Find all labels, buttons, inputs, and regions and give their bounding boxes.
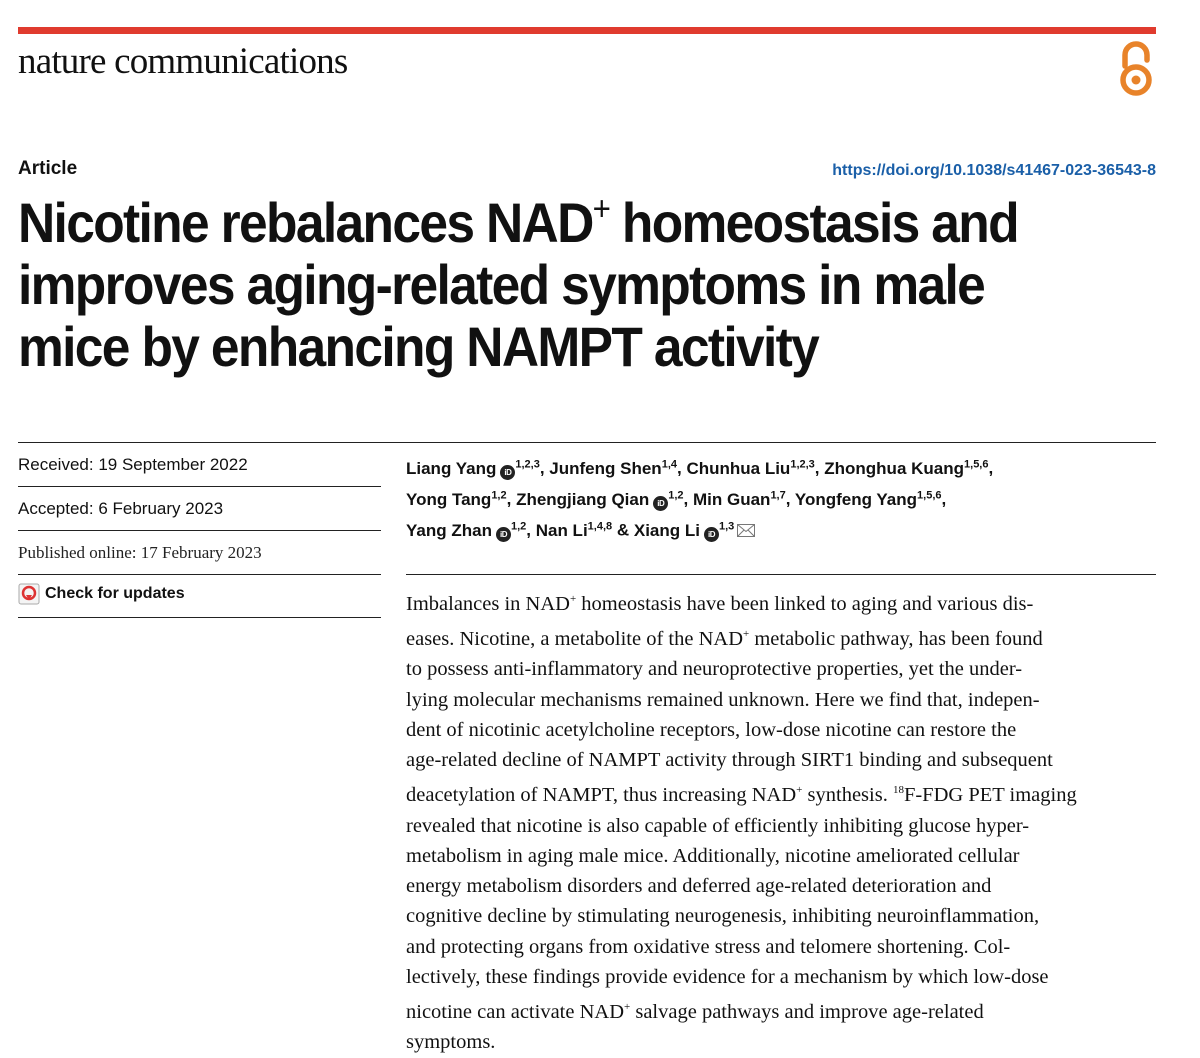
abstract-line: age-related decline of NAMPT activity through SIRT1 binding and subsequent [406,749,1053,772]
author-line: Yang Zhan iD$^{1,2}$, Nan Li$^{1,4,8}$ & Xiang Li iD$^{1,3}$ [406,513,1166,544]
abstract-line: lying molecular mechanisms remained unknown. Here we find that, indepen- [406,688,1040,711]
abstract-line: to possess anti-inflammatory and neuroprotective properties, yet the under- [406,658,1023,681]
author-name[interactable]: Chunhua Liu$^{1,2,3}$ [686,458,815,478]
check-updates-icon [18,583,40,605]
affiliation-marker: 1,2 [668,489,684,502]
accepted-date: Accepted: 6 February 2023 [18,499,224,518]
affiliation-marker: 1,7 [770,489,786,502]
abstract-line: and protecting organs from oxidative stress and telomere shortening. Col- [406,935,1011,958]
affiliation-marker: 1,5,6 [917,489,942,502]
author-name[interactable]: Zhonghua Kuang$^{1,5,6}$ [824,458,989,478]
published-date: Published online: 17 February 2023 [18,543,262,562]
affiliation-marker: 1,2,3 [790,458,815,470]
author-name[interactable]: Zhengjiang Qian iD$^{1,2}$ [516,489,684,509]
article-title [18,192,1085,378]
author-name[interactable]: Xiang Li iD$^{1,3}$ [634,521,755,540]
divider-received [18,486,381,487]
orcid-icon[interactable]: iD [653,496,668,511]
abstract-line: deacetylation of NAMPT, thus increasing NAD+ synthesis. $^{18}$F-FDG PET imaging [406,784,1077,807]
title-line-1: Nicotine rebalances NAD+ homeostasis and [18,190,1018,254]
affiliation-marker: 1,5,6 [964,458,989,470]
affiliation-marker: 1,3 [719,520,735,533]
journal-name[interactable]: nature communications [18,41,348,82]
check-for-updates-button[interactable] [18,582,185,606]
abstract-line: cognitive decline by stimulating neurogenesis, inhibiting neuroinflammation, [406,905,1040,928]
abstract-line: lectively, these findings provide evidence for a mechanism by which low-dose [406,966,1049,989]
divider-check [18,617,381,618]
abstract-line: energy metabolism disorders and deferred age-related deterioration and [406,875,992,898]
email-icon[interactable] [737,518,755,531]
author-name[interactable]: Liang Yang iD$^{1,2,3}$ [406,458,540,478]
abstract-line: metabolism in aging male mice. Additionally, nicotine ameliorated cellular [406,844,1020,867]
journal-accent-bar [18,27,1156,34]
affiliation-marker: 1,2 [491,489,507,502]
author-name[interactable]: Nan Li$^{1,4,8}$ [535,520,613,540]
affiliation-marker: 1,4 [661,458,677,470]
abstract-line: revealed that nicotine is also capable of efficiently inhibiting glucose hyper- [406,814,1030,837]
author-name[interactable]: Junfeng Shen$^{1,4}$ [549,458,677,478]
author-name[interactable]: Yong Tang$^{1,2}$ [406,489,507,509]
check-updates-label: Check for updates [45,585,185,602]
author-line: Liang Yang iD$^{1,2,3}$, Junfeng Shen$^{1,4}$, Chunhua Liu$^{1,2,3}$, Zhonghua Kuang$^{1,5,6}$, [406,458,994,478]
author-name[interactable]: Yang Zhan iD$^{1,2}$ [406,520,527,540]
abstract-line: Imbalances in NAD+ homeostasis have been linked to aging and various dis- [406,592,1034,615]
author-list [406,451,1166,544]
orcid-icon[interactable]: iD [704,527,719,542]
title-line-3: mice by enhancing NAMPT activity [18,315,819,378]
affiliation-marker: 1,2,3 [515,458,540,470]
orcid-icon[interactable]: iD [500,465,515,480]
divider-top [18,442,1156,443]
abstract-line: symptoms. [406,1031,496,1054]
title-line-2: improves aging-related symptoms in male [18,253,985,316]
abstract-line: nicotine can activate NAD+ salvage pathways and improve age-related [406,1001,984,1024]
article-type: Article [18,158,78,179]
abstract-line: eases. Nicotine, a metabolite of the NAD+ metabolic pathway, has been found [406,627,1043,650]
divider-published [18,574,381,575]
divider-accepted [18,530,381,531]
open-access-icon [1113,40,1159,98]
author-name[interactable]: Min Guan$^{1,7}$ [692,489,786,509]
divider-abstract [406,574,1156,575]
author-name[interactable]: Yongfeng Yang$^{1,5,6}$ [794,489,942,509]
abstract-line: dent of nicotinic acetylcholine receptors, low-dose nicotine can restore the [406,718,1017,741]
abstract [406,584,1166,1058]
affiliation-marker: 1,4,8 [587,520,613,533]
orcid-icon[interactable]: iD [496,527,511,542]
author-line: Yong Tang$^{1,2}$, Zhengjiang Qian iD$^{1,2}$, Min Guan$^{1,7}$, Yongfeng Yang$^{1,5,6}$, [406,489,947,509]
doi-link[interactable]: https://doi.org/10.1038/s41467-023-36543-8 [832,162,1156,179]
received-date: Received: 19 September 2022 [18,455,248,474]
affiliation-marker: 1,2 [510,520,527,533]
